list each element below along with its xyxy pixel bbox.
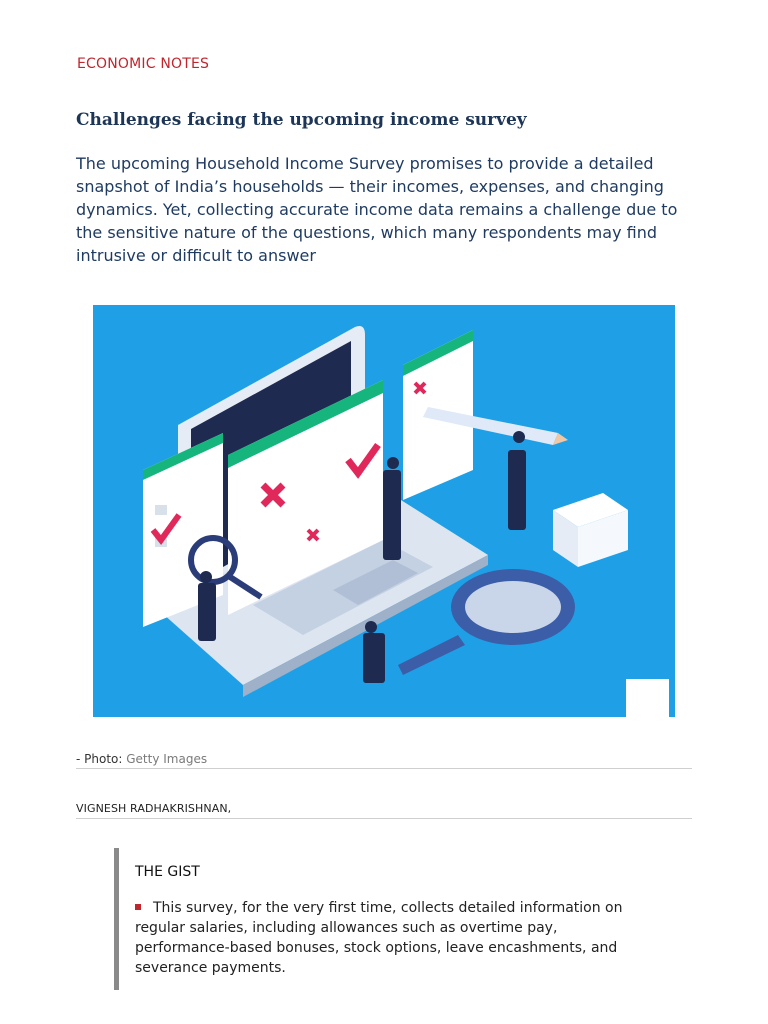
bullet-square-icon	[135, 904, 141, 910]
gist-item-text: This survey, for the very first time, collects detailed information on regular salaries, including allowances such as overtime pay, performance-based bonuses, stock options, leave encashments, and severance payments.	[135, 900, 623, 976]
gist-list-item	[135, 898, 655, 978]
author-byline[interactable]: VIGNESH RADHAKRISHNAN,	[76, 802, 692, 819]
gist-box	[114, 848, 674, 990]
image-credit: Getty Images	[126, 752, 208, 766]
section-label[interactable]: ECONOMIC NOTES	[77, 56, 210, 72]
article-headline: Challenges facing the upcoming income survey	[76, 110, 527, 130]
hero-illustration	[93, 305, 675, 717]
gist-title: THE GIST	[135, 864, 200, 880]
image-caption	[76, 752, 692, 769]
article-standfirst: The upcoming Household Income Survey promises to provide a detailed snapshot of India’s households — their incomes, expenses, and changing dynamics. Yet, collecting accurate income data remains a challenge due to the sensitive nature of the questions, which many respondents may find intrusive or difficult to answer	[76, 154, 678, 265]
caption-lead: - Photo:	[76, 752, 123, 766]
survey-illustration-graphic	[93, 305, 675, 717]
